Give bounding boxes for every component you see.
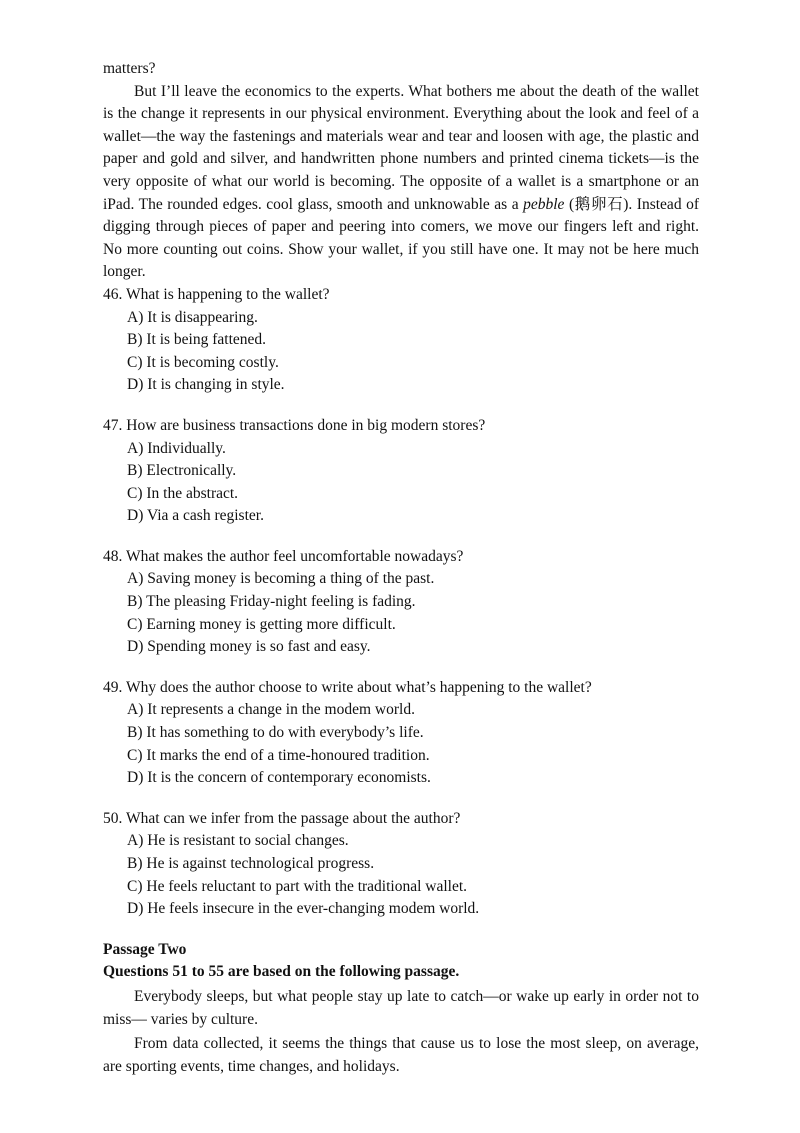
question-stem: 46. What is happening to the wallet? <box>103 285 330 303</box>
option-a: A) He is resistant to social changes. <box>127 832 349 850</box>
question-stem: 50. What can we infer from the passage about the author? <box>103 809 461 827</box>
option-a: A) Saving money is becoming a thing of the past. <box>127 570 435 588</box>
option-c: C) In the abstract. <box>127 484 239 502</box>
paragraph-text-after: Instead of digging through pieces of paper and peering into comers, we move our fingers left and right. No more counting out coins. Show your wallet, if you still have one. It may not be here much longer. <box>103 195 700 281</box>
option-c: C) It marks the end of a time-honoured tradition. <box>127 746 430 764</box>
option-d: D) Via a cash register. <box>127 507 264 525</box>
pebble-gloss: (鹅卵石). <box>564 195 633 213</box>
option-b: B) It is being fattened. <box>127 331 267 349</box>
passage-two-subheading: Questions 51 to 55 are based on the following passage. <box>103 963 460 981</box>
passage-one-paragraph <box>103 81 699 284</box>
question-48 <box>103 546 699 659</box>
pebble-word: pebble <box>523 195 565 213</box>
option-d: D) It is changing in style. <box>127 376 285 394</box>
question-46 <box>103 284 699 397</box>
option-b: B) It has something to do with everybody’s life. <box>127 724 424 742</box>
passage-one-lead: matters? <box>103 60 156 77</box>
option-b: B) He is against technological progress. <box>127 855 375 872</box>
option-a: A) It is disappearing. <box>127 308 258 326</box>
paragraph-text-before: But I’ll leave the economics to the experts. What bothers me about the death of the wallet is the change it represents in our physical environment. Everything about the look and feel of a wallet—the way the fastenings and materials wear and tear and loosen with age, the plastic and paper and gold and silver, and handwritten phone numbers and printed cinema tickets—is the very opposite of what our world is becoming. The opposite of a wallet is a smartphone or an iPad. The rounded edges. cool glass, smooth and unknowable as a <box>103 82 699 213</box>
option-d: D) It is the concern of contemporary economists. <box>127 769 431 787</box>
option-b: B) Electronically. <box>127 462 237 480</box>
document-page <box>103 58 699 1078</box>
option-c: C) Earning money is getting more difficult. <box>127 615 396 633</box>
option-d: D) He feels insecure in the ever-changing modem world. <box>127 900 480 918</box>
option-c: C) It is becoming costly. <box>127 353 279 371</box>
option-a: A) Individually. <box>127 439 226 457</box>
question-stem: 48. What makes the author feel uncomfortable nowadays? <box>103 547 464 565</box>
question-stem: 49. Why does the author choose to write about what’s happening to the wallet? <box>103 678 592 696</box>
option-b: B) The pleasing Friday-night feeling is fading. <box>127 593 416 611</box>
question-49 <box>103 677 699 790</box>
passage-two-paragraph-2: From data collected, it seems the things that cause us to lose the most sleep, on average, are sporting events, time changes, and holidays. <box>103 1035 699 1075</box>
question-stem: 47. How are business transactions done in big modern stores? <box>103 416 486 434</box>
passage-two-paragraph-1: Everybody sleeps, but what people stay up late to catch—or wake up early in order not to miss— varies by culture. <box>103 987 699 1028</box>
option-d: D) Spending money is so fast and easy. <box>127 638 371 656</box>
question-50 <box>103 808 699 921</box>
question-47 <box>103 415 699 528</box>
option-a: A) It represents a change in the modem world. <box>127 701 415 719</box>
option-c: C) He feels reluctant to part with the traditional wallet. <box>127 877 468 895</box>
passage-two-heading: Passage Two <box>103 940 187 958</box>
